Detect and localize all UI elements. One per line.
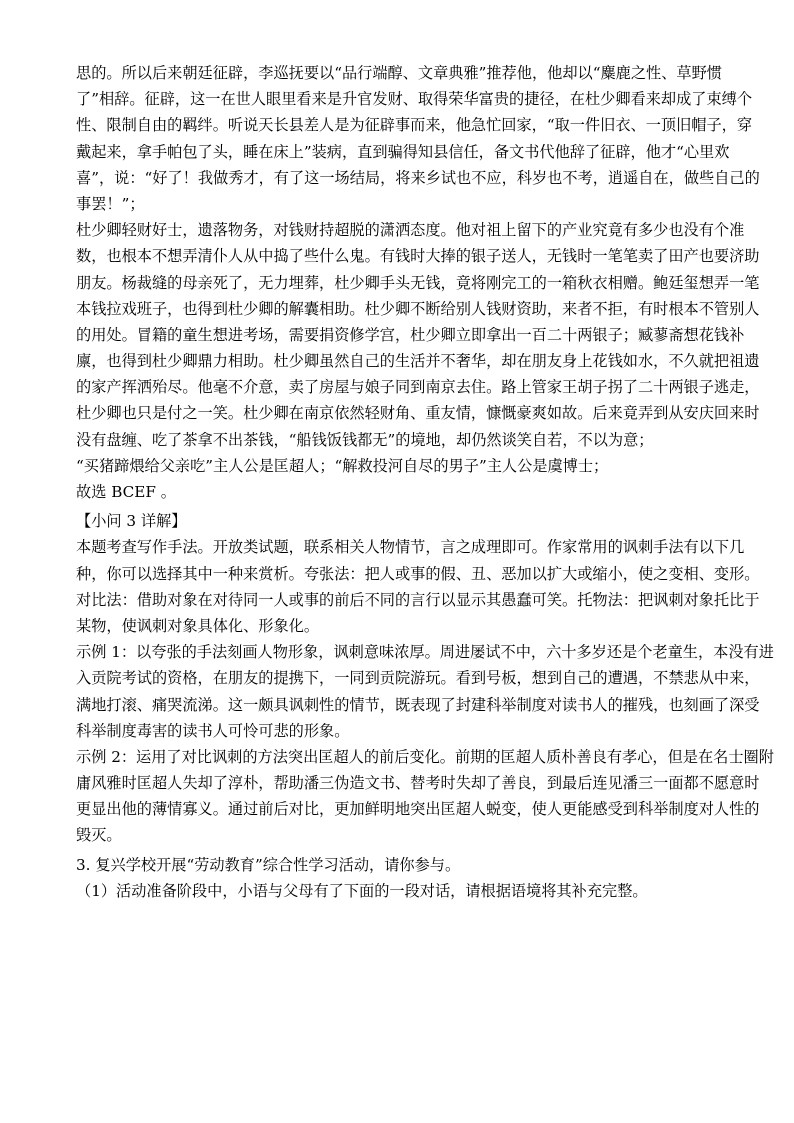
text-line: 示例 2：运用了对比讽刺的方法突出匡超人的前后变化。前期的匡超人质朴善良有孝心，但是在名士圈附	[76, 747, 774, 766]
question-3-part-1: （1）活动准备阶段中，小语与父母有了下面的一段对话，请根据语境将其补充完整。	[76, 881, 648, 900]
text-line: 某物，使讽刺对象具体化、形象化。	[76, 616, 319, 635]
text-line: 事罢！”；	[76, 194, 145, 213]
text-line: 科举制度毒害的读书人可怜可悲的形象。	[76, 721, 350, 740]
text-line: 本题考查写作手法。开放类试题，联系相关人物情节，言之成理即可。作家常用的讽刺手法有以下几	[76, 538, 745, 557]
text-line: 庸风雅时匡超人失却了淳朴，帮助潘三伪造文书、替考时失却了善良，到最后连见潘三一面都不愿意时	[76, 774, 760, 793]
text-line: 示例 1：以夸张的手法刻画人物形象，讽刺意味浓厚。周进屡试不中，六十多岁还是个老童生，本没有进	[76, 643, 774, 662]
paragraph-protagonists: “买猪蹄煨给父亲吃”主人公是匡超人；“解救投河自尽的男子”主人公是虞博士；	[76, 456, 609, 475]
text-line: 本钱拉戏班子，也得到杜少卿的解囊相助。杜少卿不断给别人钱财资助，来者不拒，有时根本不管别人	[76, 299, 760, 318]
text-line: 性、限制自由的羁绊。听说天长县差人是为征辟事而来，他急忙回家，“取一件旧衣、一顶旧帽子，穿	[76, 116, 753, 135]
text-line: 朋友。杨裁缝的母亲死了，无力埋葬，杜少卿手头无钱，竟将刚完工的一箱秋衣相赠。鲍廷玺想弄一笔	[76, 273, 760, 292]
text-line: 杜少卿也只是付之一笑。杜少卿在南京依然轻财角、重友情，慷慨豪爽如故。后来竟弄到从安庆回来时	[76, 404, 760, 423]
text-line: 廪，也得到杜少卿鼎力相助。杜少卿虽然自己的生活并不奢华，却在朋友身上花钱如水，不久就把祖遗	[76, 352, 760, 371]
text-line: 数，也根本不想弄清仆人从中捣了些什么鬼。有钱时大捧的银子送人，无钱时一笔笔卖了田产也要济助	[76, 247, 760, 266]
text-line: 对比法：借助对象在对待同一人或事的前后不同的言行以显示其愚蠢可笑。托物法：把讽刺对象托比于	[76, 590, 760, 609]
text-line: 的家产挥洒殆尽。他毫不介意，卖了房屋与娘子同到南京去住。路上管家王胡子拐了二十两银子逃走，	[76, 378, 760, 397]
paragraph-example-1	[76, 639, 774, 744]
text-line: 思的。所以后来朝廷征辟，李巡抚要以“品行端醇、文章典雅”推荐他，他却以“麋鹿之性、草野惯	[76, 64, 722, 82]
text-line: 毁灭。	[76, 826, 122, 845]
question-3: 3. 复兴学校开展“劳动教育”综合性学习活动，请你参与。	[76, 855, 461, 874]
text-line: 的用处。冒籍的童生想进考场，需要捐资修学宫，杜少卿立即拿出一百二十两银子；臧蓼斋想花钱补	[76, 325, 745, 344]
answer-choice: 故选 BCEF 。	[76, 483, 176, 501]
text-line: 戴起来，拿手帕包了头，睡在床上”装病，直到骗得知县信任，备文书代他辞了征辟，他才“心里欢	[76, 142, 730, 161]
paragraph-du-shaoqing-money	[76, 217, 760, 453]
text-line: 杜少卿轻财好士，遗落物务，对钱财持超脱的潇洒态度。他对祖上留下的产业究竟有多少也没有个准	[76, 221, 745, 240]
document-page	[76, 60, 774, 904]
text-line: 种，你可以选择其中一种来赏析。夸张法：把人或事的假、丑、恶加以扩大或缩小，使之变相、变形。	[76, 564, 760, 583]
section-heading: 【小问 3 详解】	[76, 512, 187, 531]
text-line: 没有盘缠、吃了茶拿不出茶钱，“船钱饭钱都无”的境地，却仍然谈笑自若，不以为意；	[76, 430, 654, 449]
text-line: 了”相辞。征辟，这一在世人眼里看来是升官发财、取得荣华富贵的捷径，在杜少卿看来却成了束缚个	[76, 90, 753, 109]
paragraph-example-2	[76, 744, 774, 849]
paragraph-du-shaoqing-zhengpi	[76, 60, 760, 217]
text-line: 满地打滚、痛哭流涕。这一颇具讽刺性的情节，既表现了封建科举制度对读书人的摧残，也刻画了深受	[76, 695, 760, 714]
text-line: 喜”，说：“好了！我做秀才，有了这一场结局，将来乡试也不应，科岁也不考，逍遥自在，做些自己的	[76, 168, 760, 187]
text-line: 更显出他的薄情寡义。通过前后对比，更加鲜明地突出匡超人蜕变，使人更能感受到科举制度对人性的	[76, 800, 760, 819]
text-line: 入贡院考试的资格，在朋友的提携下，一同到贡院游玩。看到号板，想到自己的遭遇，不禁悲从中来，	[76, 669, 760, 688]
paragraph-satire-techniques	[76, 534, 760, 639]
